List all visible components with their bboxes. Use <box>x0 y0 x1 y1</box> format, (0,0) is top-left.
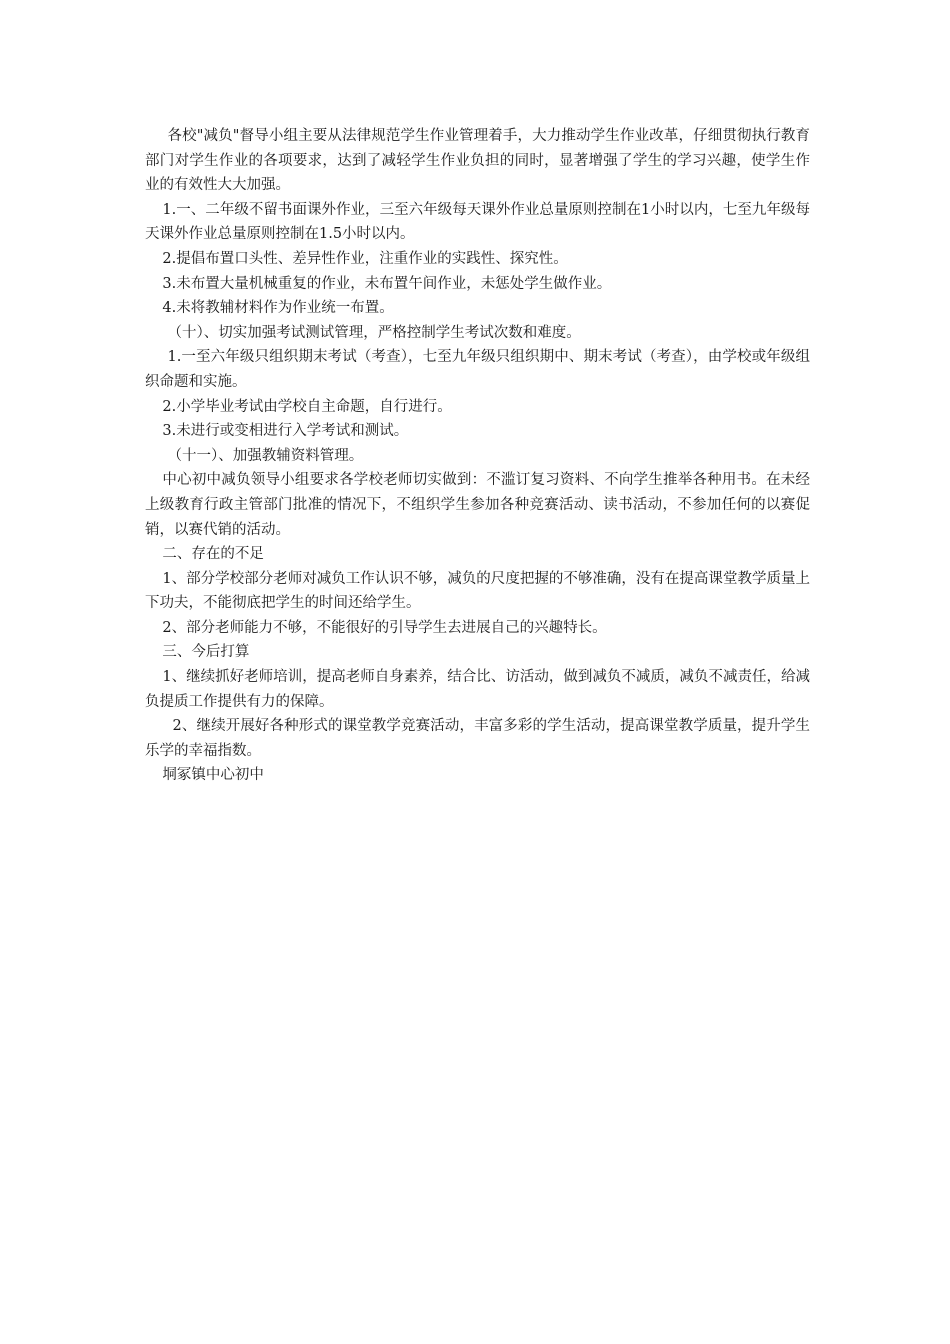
list-item-homework-4: 4.未将教辅材料作为作业统一布置。 <box>162 300 394 317</box>
section-heading-materials: （十一）、加强教辅资料管理。 <box>167 447 364 464</box>
list-item-homework-2: 2.提倡布置口头性、差异性作业，注重作业的实践性、探究性。 <box>162 250 568 267</box>
section-heading-shortcomings: 二、存在的不足 <box>162 546 264 563</box>
document-body <box>145 124 810 788</box>
list-item-exam-2: 2.小学毕业考试由学校自主命题，自行进行。 <box>162 398 452 415</box>
signature-school-name: 垌冢镇中心初中 <box>162 767 264 784</box>
list-item-exam-1: 1.一至六年级只组织期末考试（考查），七至九年级只组织期中、期末考试（考查），由学校或年级组织命题和实施。 <box>145 349 810 390</box>
list-item-homework-3: 3.未布置大量机械重复的作业，未布置午间作业，未惩处学生做作业。 <box>162 275 612 292</box>
list-item-plan-1: 1、继续抓好老师培训，提高老师自身素养，结合比、访活动，做到减负不减质，减负不减责任，给减负提质工作提供有力的保障。 <box>145 669 810 710</box>
section-heading-plans: 三、今后打算 <box>162 644 250 661</box>
list-item-homework-1: 1.一、二年级不留书面课外作业，三至六年级每天课外作业总量原则控制在1小时以内，七至九年级每天课外作业总量原则控制在1.5小时以内。 <box>145 201 810 243</box>
section-heading-exam: （十）、切实加强考试测试管理，严格控制学生考试次数和难度。 <box>167 324 581 341</box>
list-item-exam-3: 3.未进行或变相进行入学考试和测试。 <box>162 423 409 440</box>
list-item-shortcoming-2: 2、部分老师能力不够，不能很好的引导学生去进展自己的兴趣特长。 <box>162 619 607 636</box>
paragraph-intro: 各校"减负"督导小组主要从法律规范学生作业管理着手，大力推动学生作业改革，仔细贯彻执行教育部门对学生作业的各项要求，达到了减轻学生作业负担的同时，显著增强了学生的学习兴趣，使学生作业的有效性大大加强。 <box>145 128 810 194</box>
paragraph-materials: 中心初中减负领导小组要求各学校老师切实做到：不滥订复习资料、不向学生推举各种用书。在未经上级教育行政主管部门批准的情况下，不组织学生参加各种竞赛活动、读书活动，不参加任何的以赛促销，以赛代销的活动。 <box>145 472 810 538</box>
list-item-shortcoming-1: 1、部分学校部分老师对减负工作认识不够，减负的尺度把握的不够准确，没有在提高课堂教学质量上下功夫，不能彻底把学生的时间还给学生。 <box>145 570 810 612</box>
list-item-plan-2: 2、继续开展好各种形式的课堂教学竞赛活动，丰富多彩的学生活动，提高课堂教学质量，提升学生乐学的幸福指数。 <box>145 718 810 759</box>
